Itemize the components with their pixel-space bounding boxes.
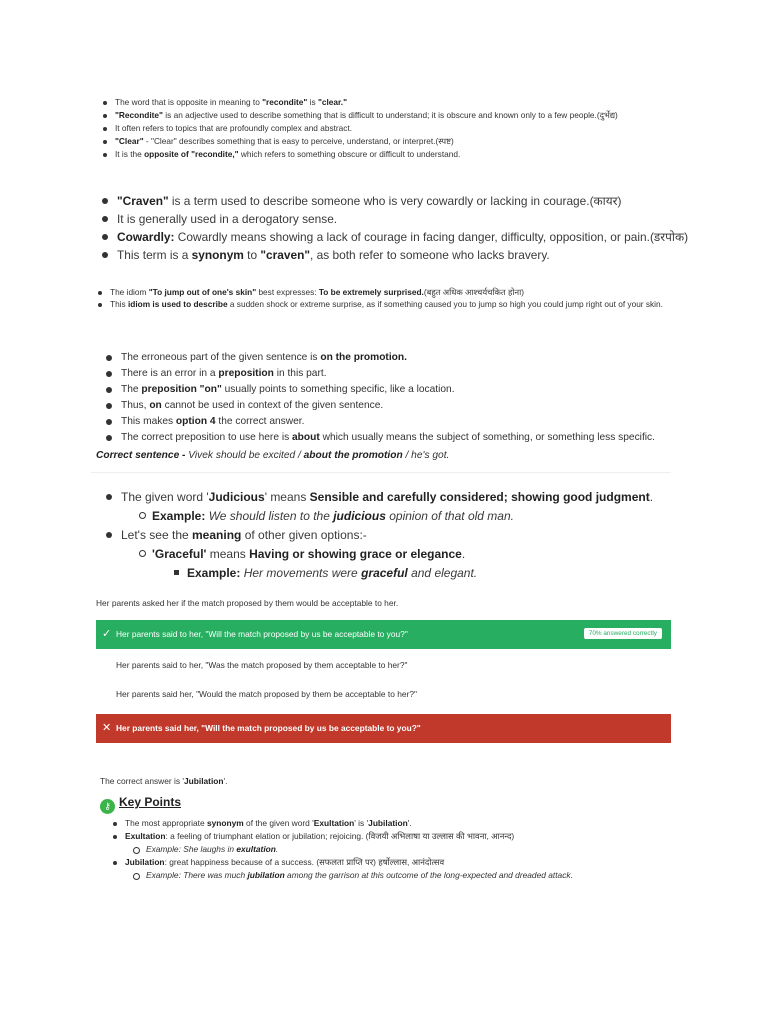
explanation-judicious: [0, 488, 768, 583]
list-item: The idiom "To jump out of one's skin" best expresses: To be extremely surprised.(बहुत अधिक आश्चर्यचकित होना): [110, 286, 680, 298]
option[interactable]: [96, 651, 671, 680]
explanation-preposition: [0, 350, 768, 446]
answered-badge: 70% answered correctly: [584, 628, 662, 639]
list-item: Cowardly: Cowardly means showing a lack of courage in facing danger, difficulty, opposition, or pain.(डरपोक): [117, 228, 768, 246]
key-icon: ⚷: [100, 799, 115, 814]
list-item: This makes option 4 the correct answer.: [121, 414, 768, 430]
explanation-idiom: [0, 286, 768, 311]
list-item: The erroneous part of the given sentence is on the promotion.: [121, 350, 768, 366]
list-item: Example: There was much jubilation among the garrison at this outcome of the long-expected and dreaded attack.: [146, 869, 768, 882]
list-item: Jubilation: great happiness because of a success. (सफलता प्राप्ति पर) हर्षोल्लास, आनंदोत्सव Example: There was much jubilation among the garrison at this outcome of the long-expected and dreaded attack.: [125, 856, 768, 882]
list-item: "Recondite" is an adjective used to describe something that is difficult to understand; it is obscure and known only to a few people.(दुर्भेद्य): [115, 109, 768, 122]
list-item: The correct preposition to use here is about which usually means the subject of something, or something less specific.: [121, 430, 768, 446]
explanation-craven: [0, 192, 768, 264]
correct-sentence: Correct sentence - Vivek should be excited / about the promotion / he's got.: [96, 450, 450, 461]
list-item: This idiom is used to describe a sudden shock or extreme surprise, as if something caused you to jump so high you could jump right out of your skin.: [110, 298, 680, 310]
option[interactable]: [96, 680, 671, 709]
option-text: Her parents said her, "Would the match proposed by them be acceptable to her?": [116, 689, 417, 699]
cross-icon: ✕: [102, 722, 112, 734]
option-correct[interactable]: [96, 620, 671, 649]
list-item: This term is a synonym to "craven", as both refer to someone who lacks bravery.: [117, 246, 768, 264]
option-text: Her parents said her, "Will the match proposed by us be acceptable to you?": [116, 723, 421, 733]
list-item: It is the opposite of "recondite," which refers to something obscure or difficult to understand.: [115, 148, 768, 161]
option-text: Her parents said to her, "Will the match proposed by us be acceptable to you?": [116, 629, 408, 639]
list-item: "Clear" - "Clear" describes something that is easy to perceive, understand, or interpret.(स्पष्ट): [115, 135, 768, 148]
question-stem: Her parents asked her if the match proposed by them would be acceptable to her.: [96, 598, 399, 608]
list-item: Let's see the meaning of other given options:- 'Graceful' means Having or showing grace or elegance. Example: Her movements were graceful and elegant.: [121, 526, 768, 583]
list-item: Thus, on cannot be used in context of the given sentence.: [121, 398, 768, 414]
key-points-heading: ⚷ Key Points: [100, 795, 181, 814]
check-icon: ✓: [102, 628, 112, 640]
list-item: The most appropriate synonym of the given word 'Exultation' is 'Jubilation'.: [125, 817, 768, 830]
list-item: It is generally used in a derogatory sense.: [117, 210, 768, 228]
list-item: The preposition "on" usually points to something specific, like a location.: [121, 382, 768, 398]
correct-answer: The correct answer is 'Jubilation'.: [100, 776, 228, 786]
list-item: There is an error in a preposition in this part.: [121, 366, 768, 382]
list-item: It often refers to topics that are profoundly complex and abstract.: [115, 122, 768, 135]
option-text: Her parents said to her, "Was the match proposed by them acceptable to her?": [116, 660, 408, 670]
list-item: Example: We should listen to the judicious opinion of that old man.: [152, 507, 768, 526]
list-item: 'Graceful' means Having or showing grace or elegance. Example: Her movements were graceful and elegant.: [152, 545, 768, 583]
explanation-exultation: [0, 817, 768, 882]
list-item: Example: Her movements were graceful and elegant.: [187, 564, 768, 583]
list-item: The given word 'Judicious' means Sensible and carefully considered; showing good judgment. Example: We should listen to the judicious opinion of that old man.: [121, 488, 768, 526]
list-item: Exultation: a feeling of triumphant elation or jubilation; rejoicing. (विजयी अभिलाषा या उल्लास की भावना, आनन्द) Example: She laughs in exultation.: [125, 830, 768, 856]
list-item: Example: She laughs in exultation.: [146, 843, 768, 856]
list-item: The word that is opposite in meaning to "recondite" is "clear.": [115, 96, 768, 109]
divider: [91, 472, 671, 473]
explanation-recondite: [0, 96, 768, 161]
list-item: "Craven" is a term used to describe someone who is very cowardly or lacking in courage.(कायर): [117, 192, 768, 210]
option-wrong[interactable]: [96, 714, 671, 743]
